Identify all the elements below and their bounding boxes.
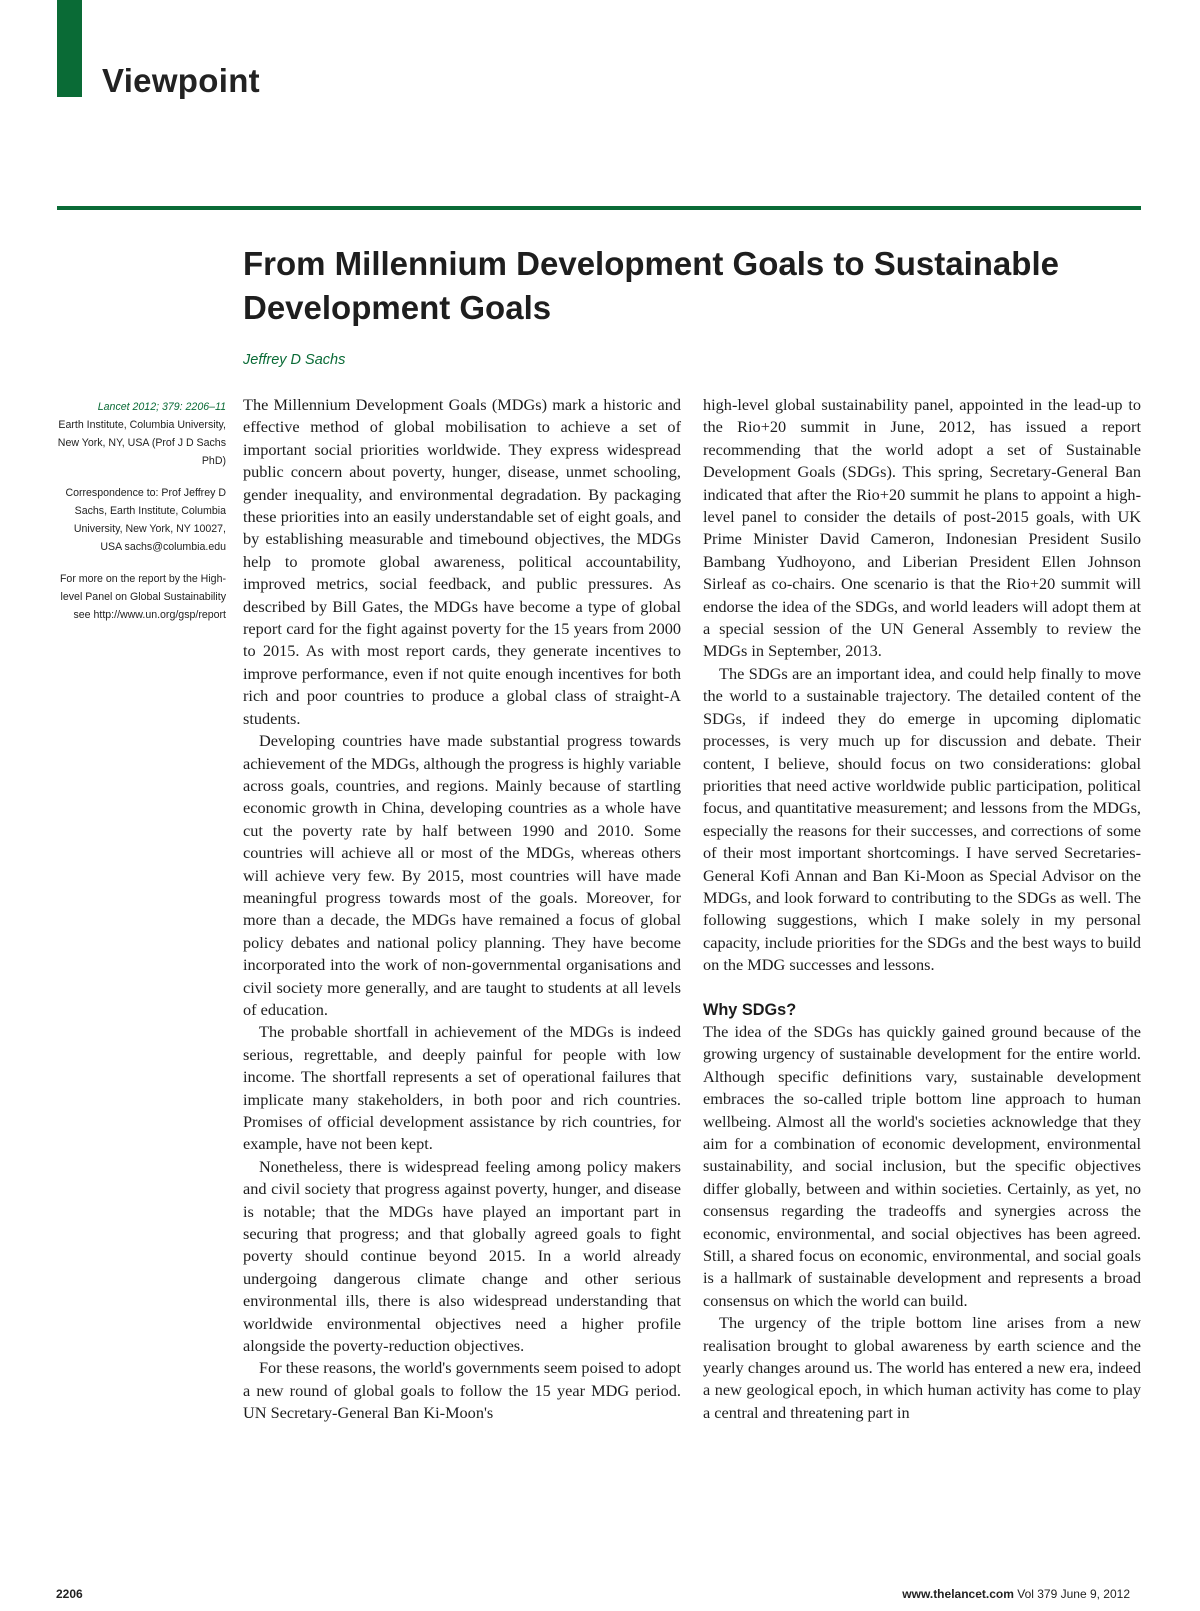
body-column-right [703,394,1141,1424]
journal-footer [902,1587,1130,1601]
section-heading: Why SDGs? [703,1000,797,1019]
page-number: 2206 [56,1587,83,1601]
section-label: Viewpoint [102,62,260,99]
article-author: Jeffrey D Sachs [243,352,346,368]
correspondence: Correspondence to: Prof Jeffrey D Sachs, Earth Institute, Columbia University, New York, NY 10027, USA sachs@columbia.edu [65,487,226,553]
journal-url: www.thelancet.com [902,1587,1014,1601]
body-column-left [243,394,681,1425]
paragraph: Developing countries have made substantial progress towards achievement of the MDGs, although the progress is highly variable across goals, countries, and regions. Mainly because of startling economic growth in China, developing countries as a whole have cut the poverty rate by half between 1990 and 2010. Some countries will achieve all or most of the MDGs, whereas others will achieve very few. By 2015, most countries will have made meaningful progress towards most of the goals. Moreover, for more than a decade, the MDGs have remained a focus of global policy debates and national policy planning. They have become incorporated into the work of non-governmental organisations and civil society more generally, and are taught to students at all levels of education. [243,731,681,1019]
margin-notes [56,398,226,638]
affiliation: Earth Institute, Columbia University, New York, NY, USA (Prof J D Sachs PhD) [57,419,226,467]
citation: Lancet 2012; 379: 2206–11 [97,401,226,413]
article-title: From Millennium Development Goals to Sustainable Development Goals [243,245,1059,326]
paragraph: The urgency of the triple bottom line arises from a new realisation brought to global awareness by earth science and the yearly changes around us. The world has entered a new era, indeed a new geological epoch, in which human activity has come to play a central and threatening part in [703,1313,1141,1422]
paragraph: The Millennium Development Goals (MDGs) mark a historic and effective method of global mobilisation to achieve a set of important social priorities worldwide. They express widespread public concern about poverty, hunger, disease, unmet schooling, gender inequality, and environmental degradation. By packaging these priorities into an easily understandable set of eight goals, and by establishing measurable and timebound objectives, the MDGs help to promote global awareness, political accountability, improved metrics, social feedback, and public pressures. As described by Bill Gates, the MDGs have become a type of global report card for the fight against poverty for the 15 years from 2000 to 2015. As with most report cards, they generate incentives to improve performance, even if not quite enough incentives for both rich and poor countries to produce a global class of straight-A students. [243,395,681,728]
paragraph: Nonetheless, there is widespread feeling among policy makers and civil society that progress against poverty, hunger, and disease is notable; that the MDGs have played an important part in securing that progress; and that globally agreed goals to fight poverty should continue beyond 2015. In a world already undergoing dangerous climate change and other serious environmental ills, there is also widespread understanding that worldwide environmental objectives need a higher profile alongside the poverty-reduction objectives. [243,1156,681,1356]
volume-date: Vol 379 June 9, 2012 [1017,1587,1130,1601]
section-color-bar [57,0,82,97]
paragraph: For these reasons, the world's governments seem poised to adopt a new round of global goals to follow the 15 year MDG period. UN Secretary-General Ban Ki-Moon's [243,1358,681,1423]
header-rule [57,206,1141,210]
more-info-note: For more on the report by the High-level Panel on Global Sustainability see http://www.un.org/gsp/report [59,573,226,621]
paragraph: The SDGs are an important idea, and could help finally to move the world to a sustainable trajectory. The detailed content of the SDGs, if indeed they do emerge in upcoming diplomatic processes, is very much up for discussion and debate. Their content, I believe, should focus on two considerations: global priorities that need active worldwide public participation, political focus, and quantitative measurement; and lessons from the MDGs, especially the reasons for their successes, and corrections of some of their most important shortcomings. I have served Secretaries-General Kofi Annan and Ban Ki-Moon as Special Advisor on the MDGs, and look forward to contributing to the SDGs as well. The following suggestions, which I make solely in my personal capacity, include priorities for the SDGs and the best ways to build on the MDG successes and lessons. [703,663,1141,975]
paragraph: The probable shortfall in achievement of the MDGs is indeed serious, regrettable, and deeply painful for people with low income. The shortfall represents a set of operational failures that implicate many stakeholders, in both poor and rich countries. Promises of official development assistance by rich countries, for example, have not been kept. [243,1022,681,1154]
paragraph: high-level global sustainability panel, appointed in the lead-up to the Rio+20 summit in June, 2012, has issued a report recommending that the world adopt a set of Sustainable Development Goals (SDGs). This spring, Secretary-General Ban indicated that after the Rio+20 summit he plans to appoint a high-level panel to consider the details of post-2015 goals, with UK Prime Minister David Cameron, Indonesian President Susilo Bambang Yudhoyono, and Liberian President Ellen Johnson Sirleaf as co-chairs. One scenario is that the Rio+20 summit will endorse the idea of the SDGs, and world leaders will adopt them at a special session of the UN General Assembly to review the MDGs in September, 2013. [703,395,1141,661]
paragraph: The idea of the SDGs has quickly gained ground because of the growing urgency of sustainable development for the entire world. Although specific definitions vary, sustainable development embraces the so-called triple bottom line approach to human wellbeing. Almost all the world's societies acknowledge that they aim for a combination of economic development, environmental sustainability, and social inclusion, but the specific objectives differ globally, between and within societies. Certainly, as yet, no consensus regarding the tradeoffs and synergies across the economic, environmental, and social objectives has been agreed. Still, a shared focus on economic, environmental, and social goals is a hallmark of sustainable development and represents a broad consensus on which the world can build. [703,1021,1141,1310]
